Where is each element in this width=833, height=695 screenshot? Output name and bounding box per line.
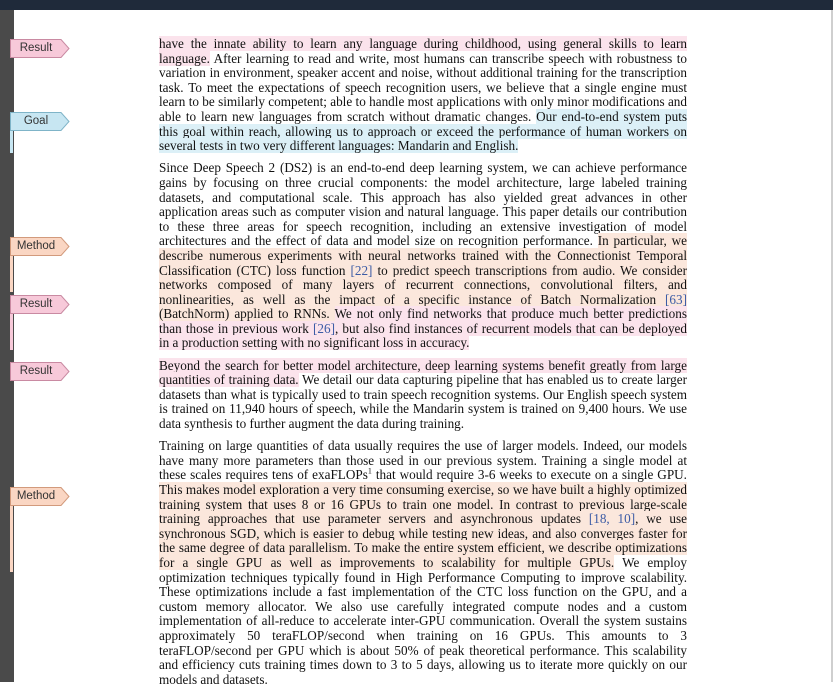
highlight-result[interactable]: have the innate ability to learn any language during childhood, using general skills to learn language. xyxy=(159,36,687,66)
text-span: After learning to read and write, most humans can transcribe speech with robustness to variation in environment, speaker accent and noise, without additional training for the transcription task. To meet the expectations of speech recognition users, we believe that a single engine must learn to be similarly competent; able to handle most applications with only minor modifications and able to learn new languages from scratch without dramatic changes. xyxy=(159,50,687,124)
annotation-tag-result[interactable] xyxy=(10,362,68,380)
footnote-marker[interactable]: 1 xyxy=(367,467,372,477)
text-span: to predict speech transcriptions from audio. We consider networks composed of many layers of recurrent connections, convolutional filters, and nonlinearities, as well as the impact of a specific instance of Batch Normalization xyxy=(159,262,687,307)
text-span: We not only find networks that produce much better predictions than those in previous work xyxy=(159,306,688,336)
annotation-span-method xyxy=(10,506,13,572)
text-span: Training on large quantities of data usually requires the use of larger models. Indeed, our models have many more parameters than those used in our previous system. Training a single model at these scales requires tens of exaFLOPs xyxy=(159,438,687,483)
highlight-method[interactable] xyxy=(159,482,687,570)
tag-label: Result xyxy=(19,42,53,54)
tag-label: Method xyxy=(16,240,56,252)
viewer-top-bar xyxy=(0,0,833,10)
annotation-tag-method[interactable] xyxy=(10,237,68,255)
annotation-tag-goal[interactable] xyxy=(10,112,68,130)
annotation-span-goal xyxy=(10,131,13,153)
text-span: We detail our data capturing pipeline that has enabled us to create larger datasets than what is typically used to train speech recognition systems. Our English speech system is trained on 11,940 hours of speech, while the Mandarin system is trained on 9,400 hours. We use data synthesis to further augment the data during training. xyxy=(159,372,687,432)
paragraph xyxy=(159,359,687,432)
citation-link[interactable]: [18, 10] xyxy=(588,511,636,527)
citation-link[interactable]: [26] xyxy=(313,320,335,336)
tag-label: Result xyxy=(19,298,53,310)
text-span: In particular, we describe numerous experiments with neural networks trained with the Connectionist Temporal Classification (CTC) loss function xyxy=(159,233,688,278)
text-span: We employ optimization techniques typically found in High Performance Computing to improve scalability. These optimizations include a fast implementation of the CTC loss function on the GPU, and a custom memory allocator. We also use carefully integrated compute nodes and a custom implementation of all-reduce to accelerate inter-GPU communication. Overall the system sustains approximately 50 teraFLOP/second when training on 16 GPUs. This amounts to 3 teraFLOP/second per GPU which is about 50% of peak theoretical performance. This scalability and efficiency cuts training times down to 3 to 5 days, allowing us to iterate more quickly on our models and datasets. xyxy=(159,554,687,687)
tag-label: Result xyxy=(19,365,53,377)
text-span: (BatchNorm) applied to RNNs. xyxy=(159,306,335,322)
text-span: that would require 3-6 weeks to execute on a single GPU. xyxy=(371,467,687,483)
text-span: Since Deep Speech 2 (DS2) is an end-to-end deep learning system, we can achieve performance gains by focusing on three crucial components: the model architecture, large labeled training datasets, and computational scale. This approach has also yielded great advances in other application areas such as computer vision and natural language. This paper details our contribution to these three areas for speech recognition, including an extensive investigation of model architectures and the effect of data and model size on recognition performance. xyxy=(159,160,687,249)
annotation-span-method xyxy=(10,256,13,292)
highlight-result[interactable]: Beyond the search for better model architecture, deep learning systems benefit greatly from large quantities of training data. xyxy=(159,357,687,388)
paragraph xyxy=(159,37,687,154)
tag-label: Goal xyxy=(23,115,49,127)
text-span: This makes model exploration a very time consuming exercise, so we have built a highly optimized training system that uses 8 or 16 GPUs to train one model. In contrast to previous large-scale training approaches that use parameter servers and asynchronous updates xyxy=(159,482,687,527)
paper-body xyxy=(159,37,687,695)
annotation-tag-result[interactable] xyxy=(10,295,68,313)
text-span: , but also find instances of recurrent models that can be deployed in a production setting with no significant loss in accuracy. xyxy=(159,320,688,351)
annotation-span-result xyxy=(10,314,13,350)
tag-label: Method xyxy=(16,490,56,502)
annotation-tag-method[interactable] xyxy=(10,487,68,505)
paragraph xyxy=(159,439,687,687)
text-span: , we use synchronous SGD, which is easier to debug while testing new ideas, and also converges faster for the same degree of data parallelism. To make the entire system efficient, we describe optimizations for a single GPU as well as improvements to scalability for multiple GPUs. xyxy=(159,511,687,570)
citation-link[interactable]: [63] xyxy=(665,291,687,307)
paragraph xyxy=(159,161,687,351)
citation-link[interactable]: [22] xyxy=(350,262,373,278)
annotation-tag-result[interactable] xyxy=(10,39,68,57)
highlight-goal[interactable]: Our end-to-end system puts this goal within reach, allowing us to approach or exceed the performance of human workers on several tests in two very different languages: Mandarin and English. xyxy=(159,108,688,154)
